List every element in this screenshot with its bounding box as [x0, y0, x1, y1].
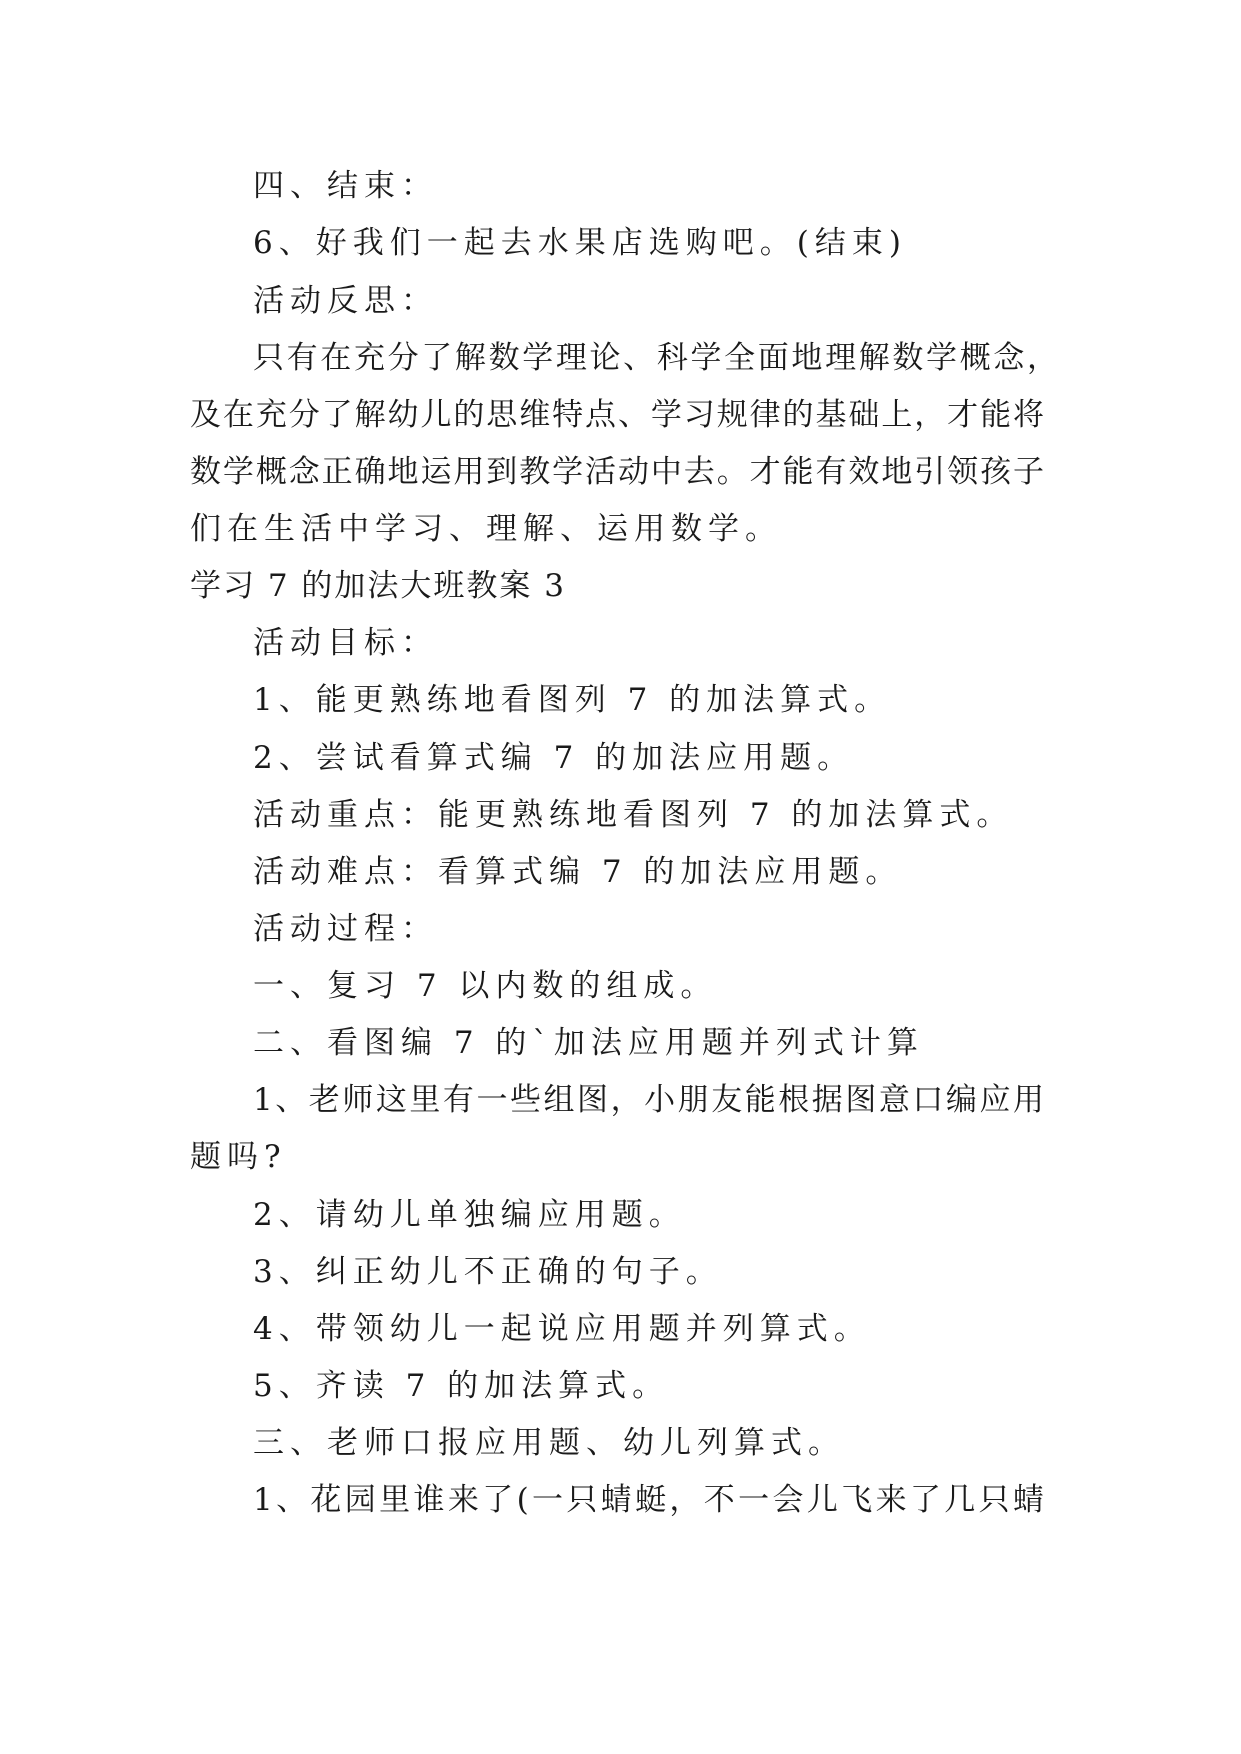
list-item: 二、看图编 7 的`加法应用题并列式计算	[253, 1025, 924, 1061]
section-heading-end: 四、结束：	[253, 168, 438, 204]
list-item: 1、能更熟练地看图列 7 的加法算式。	[253, 682, 892, 718]
paragraph-line: 活动重点：能更熟练地看图列 7 的加法算式。	[253, 797, 1014, 833]
list-item: 2、请幼儿单独编应用题。	[253, 1197, 686, 1233]
paragraph-line: 题吗?	[190, 1139, 287, 1175]
paragraph-line: 及在充分了解幼儿的思维特点、学习规律的基础上，才能将	[190, 397, 1044, 433]
paragraph-line: 只有在充分了解数学理论、科学全面地理解数学概念，	[253, 340, 1058, 376]
paragraph-line: 们在生活中学习、理解、运用数学。	[190, 511, 782, 547]
list-item: 1、花园里谁来了(一只蜻蜓，不一会儿飞来了几只蜻	[253, 1482, 1044, 1518]
list-item: 1、老师这里有一些组图，小朋友能根据图意口编应用	[253, 1082, 1044, 1118]
paragraph-line: 活动难点：看算式编 7 的加法应用题。	[253, 854, 903, 890]
document-title: 学习 7 的加法大班教案 3	[190, 568, 567, 604]
list-item: 三、老师口报应用题、幼儿列算式。	[253, 1425, 845, 1461]
list-item: 4、带领幼儿一起说应用题并列算式。	[253, 1311, 871, 1347]
list-item: 2、尝试看算式编 7 的加法应用题。	[253, 740, 855, 776]
paragraph-line: 6、好我们一起去水果店选购吧。(结束)	[253, 225, 907, 261]
list-item: 一、复习 7 以内数的组成。	[253, 968, 718, 1004]
section-heading-goals: 活动目标：	[253, 625, 438, 661]
list-item: 5、齐读 7 的加法算式。	[253, 1368, 670, 1404]
section-heading-process: 活动过程：	[253, 911, 438, 947]
list-item: 3、纠正幼儿不正确的句子。	[253, 1254, 723, 1290]
section-heading-reflection: 活动反思：	[253, 283, 438, 319]
paragraph-line: 数学概念正确地运用到教学活动中去。才能有效地引领孩子	[190, 454, 1044, 490]
